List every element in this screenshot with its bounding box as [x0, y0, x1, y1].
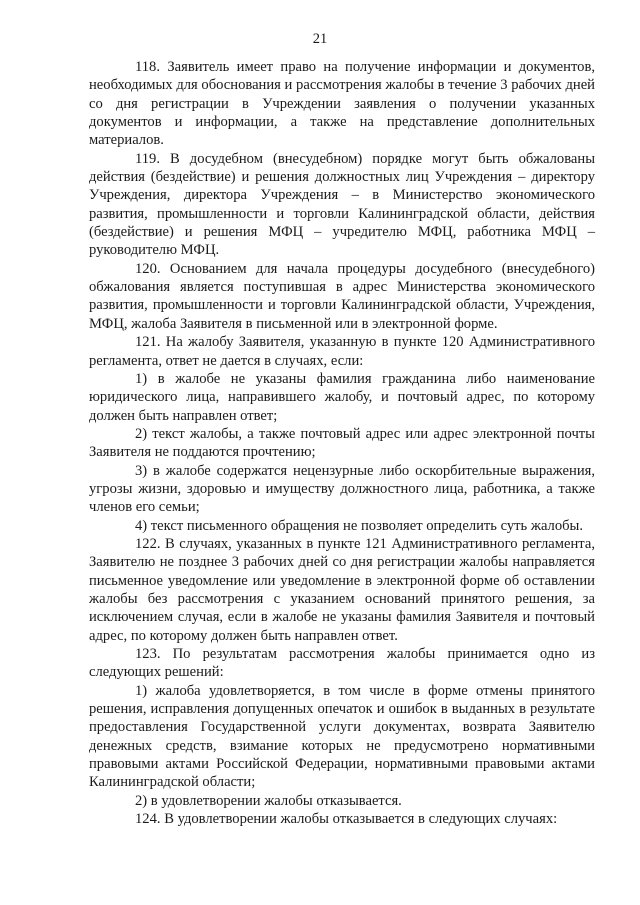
paragraph-118: 118. Заявитель имеет право на получение информации и документов, необходимых для обоснования и рассмотрения жалобы в течение 3 рабочих дней со дня регистрации в Учреждении заявления о получении указанных документов и информации, а также на представление дополнительных материалов. [89, 59, 595, 149]
list-item-121-4: 4) текст письменного обращения не позволяет определить суть жалобы. [135, 517, 584, 534]
paragraph-120: 120. Основанием для начала процедуры досудебного (внесудебного) обжалования является поступившая в адрес Министерства экономического развития, промышленности и торговли Калининградской области, Учреждения, МФЦ, жалоба Заявителя в письменной или в электронной форме. [89, 260, 595, 332]
paragraph-124: 124. В удовлетворении жалобы отказывается в следующих случаях: [135, 811, 558, 828]
paragraph-123: 123. По результатам рассмотрения жалобы принимается одно из следующих решений: [89, 646, 595, 681]
paragraph-119: 119. В досудебном (внесудебном) порядке могут быть обжалованы действия (бездействие) и решения должностных лиц Учреждения – директору Учреждения, директора Учреждения – в Министерство экономического развития, промышленности и торговли Калининградской области, действия (бездействие) и решения МФЦ – учредителю МФЦ, работника МФЦ – руководителю МФЦ. [89, 150, 595, 259]
list-item-123-1: 1) жалоба удовлетворяется, в том числе в форме отмены принятого решения, исправления допущенных опечаток и ошибок в выданных в результате предоставления Государственной услуги документах, возврата Заявителю денежных средств, взимание которых не предусмотрено нормативными правовыми актами Российской Федерации, нормативными правовыми актами Калининградской области; [89, 682, 595, 791]
list-item-123-2: 2) в удовлетворении жалобы отказывается. [135, 792, 402, 809]
paragraph-121: 121. На жалобу Заявителя, указанную в пункте 120 Административного регламента, ответ не дается в случаях, если: [89, 334, 595, 369]
list-item-121-1: 1) в жалобе не указаны фамилия гражданина либо наименование юридического лица, направившего жалобу, и почтовый адрес, по которому должен быть направлен ответ; [89, 370, 595, 424]
page-number: 21 [312, 31, 328, 47]
paragraph-122: 122. В случаях, указанных в пункте 121 Административного регламента, Заявителю не позднее 3 рабочих дней со дня регистрации жалобы направляется письменное уведомление или уведомление в электронной форме об оставлении жалобы без рассмотрения с указанием оснований принятого решения, за исключением случая, если в жалобе не указаны фамилия Заявителя и почтовый адрес, по которому должен быть направлен ответ. [89, 535, 595, 644]
document-body [89, 58, 595, 828]
list-item-121-3: 3) в жалобе содержатся нецензурные либо оскорбительные выражения, угрозы жизни, здоровью и имуществу должностного лица, работника, а также членов его семьи; [89, 462, 595, 516]
list-item-121-2: 2) текст жалобы, а также почтовый адрес или адрес электронной почты Заявителя не поддаются прочтению; [89, 425, 595, 461]
